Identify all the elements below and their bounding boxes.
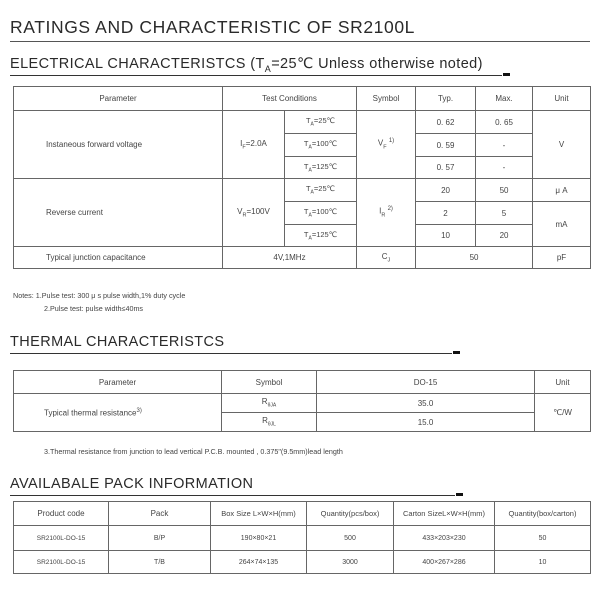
temp-tail: =125℃	[311, 229, 338, 239]
vf-temp-125	[285, 157, 357, 179]
ir-condition	[223, 179, 285, 247]
thermal-header-unit: Unit	[535, 371, 591, 394]
vf-typ-100: 0. 59	[416, 134, 476, 157]
ir-parameter: Reverse current	[14, 179, 223, 247]
temp-sub: A	[308, 144, 312, 151]
ir-temp-125	[285, 225, 357, 247]
table-row	[14, 247, 591, 269]
thermal-header-symbol: Symbol	[222, 371, 317, 394]
ir-symbol	[357, 179, 416, 247]
vf-max-125: -	[476, 157, 533, 179]
pack-header-qty: Quantity(pcs/box)	[307, 502, 394, 526]
thermal-unit: ℃/W	[535, 394, 591, 432]
temp-tail: =25℃	[313, 184, 336, 194]
cj-value: 50	[416, 247, 533, 269]
thermal-header-row	[14, 371, 591, 394]
thermal-note: 3.Thermal resistance from junction to lead vertical P.C.B. mounted , 0.375"(9.5mm)lead length	[44, 447, 343, 456]
temp-sub: A	[310, 121, 314, 128]
header-test-conditions: Test Conditions	[223, 87, 357, 111]
pack-heading-underline	[10, 495, 455, 496]
pack-carton-size: 433×203×230	[394, 526, 495, 551]
rjl-text: R	[262, 416, 268, 426]
ir-max-100: 5	[476, 202, 533, 225]
temp-text: T	[303, 139, 309, 149]
pack-qty-carton: 10	[495, 551, 591, 574]
ir-max-125: 20	[476, 225, 533, 247]
pack-code: SR2100L-DO-15	[14, 526, 109, 551]
thermal-header-parameter: Parameter	[14, 371, 222, 394]
temp-text: T	[305, 184, 311, 194]
ir-symbol-text: I	[379, 207, 382, 217]
table-row	[14, 179, 591, 202]
temp-sub: A	[308, 212, 312, 219]
electrical-heading-tail: =25℃ Unless otherwise noted)	[271, 56, 483, 72]
vf-cond-tail: =2.0A	[245, 138, 267, 148]
title-divider	[10, 41, 590, 42]
temp-tail: =125℃	[311, 161, 338, 171]
table-row	[14, 551, 591, 574]
vf-symbol-sub: F	[383, 144, 387, 151]
cj-symbol-sub: J	[387, 257, 391, 264]
vf-condition	[223, 111, 285, 179]
temp-text: T	[303, 207, 309, 217]
ir-typ-25: 20	[416, 179, 476, 202]
vf-max-100: -	[476, 134, 533, 157]
ir-temp-100	[285, 202, 357, 225]
cj-unit: pF	[533, 247, 591, 269]
temp-tail: =100℃	[311, 207, 338, 217]
ir-symbol-sub: R	[381, 212, 386, 219]
note-1: Notes: 1.Pulse test: 300 μ s pulse width,1% duty cycle	[13, 291, 186, 300]
thermal-heading: THERMAL CHARACTERISTCS	[10, 334, 225, 350]
rjl-sub: θJL	[267, 421, 276, 428]
pack-qty: 500	[307, 526, 394, 551]
pack-box-size: 264×74×135	[211, 551, 307, 574]
header-symbol: Symbol	[357, 87, 416, 111]
header-max: Max.	[476, 87, 533, 111]
cj-symbol	[357, 247, 416, 269]
pack-type: B/P	[109, 526, 211, 551]
thermal-parameter	[14, 394, 222, 432]
temp-sub: A	[310, 189, 314, 196]
electrical-heading	[10, 56, 483, 74]
thermal-table	[13, 370, 591, 432]
header-typ: Typ.	[416, 87, 476, 111]
vf-typ-25: 0. 62	[416, 111, 476, 134]
ir-typ-125: 10	[416, 225, 476, 247]
pack-heading-mark	[456, 493, 463, 496]
pack-header-code: Product code	[14, 502, 109, 526]
pack-carton-size: 400×267×286	[394, 551, 495, 574]
temp-text: T	[303, 161, 309, 171]
thermal-value-ja: 35.0	[317, 394, 535, 413]
thermal-header-package: DO-15	[317, 371, 535, 394]
thermal-value-jl: 15.0	[317, 413, 535, 432]
vf-unit: V	[533, 111, 591, 179]
electrical-heading-text: ELECTRICAL CHARACTERISTCS (T	[10, 56, 265, 72]
ir-cond-tail: =100V	[246, 206, 270, 216]
ir-temp-25	[285, 179, 357, 202]
temp-text: T	[305, 116, 311, 126]
header-unit: Unit	[533, 87, 591, 111]
ir-note-ref: 2)	[387, 206, 393, 213]
pack-heading: AVAILABALE PACK INFORMATION	[10, 476, 254, 492]
rja-sub: θJA	[267, 402, 277, 409]
ir-typ-100: 2	[416, 202, 476, 225]
pack-header-box: Box Size L×W×H(mm)	[211, 502, 307, 526]
vf-max-25: 0. 65	[476, 111, 533, 134]
vf-typ-125: 0. 57	[416, 157, 476, 179]
pack-header-carton: Carton SizeL×W×H(mm)	[394, 502, 495, 526]
ir-max-25: 50	[476, 179, 533, 202]
pack-header-row	[14, 502, 591, 526]
temp-tail: =100℃	[311, 139, 338, 149]
cj-parameter: Typical junction capacitance	[14, 247, 223, 269]
temp-sub: A	[308, 167, 312, 174]
thermal-heading-mark	[453, 351, 460, 354]
note-2: 2.Pulse test: pulse width≤40ms	[44, 304, 144, 313]
vf-temp-100	[285, 134, 357, 157]
pack-qty: 3000	[307, 551, 394, 574]
temp-sub: A	[308, 235, 312, 242]
vf-symbol-text: V	[377, 139, 384, 149]
temp-text: T	[303, 229, 309, 239]
vf-cond-sub: F	[242, 144, 246, 151]
vf-note-ref: 1)	[388, 138, 395, 145]
electrical-heading-mark	[503, 73, 510, 76]
vf-temp-25	[285, 111, 357, 134]
page-title: RATINGS AND CHARACTERISTIC OF SR2100L	[10, 17, 416, 37]
thermal-symbol-jl	[222, 413, 317, 432]
ir-unit-ma: mA	[533, 202, 591, 247]
rja-text: R	[261, 397, 268, 407]
electrical-header-row	[14, 87, 591, 111]
cj-symbol-text: C	[381, 251, 388, 261]
vf-cond-text: I	[240, 138, 243, 148]
pack-table	[13, 501, 591, 574]
thermal-symbol-ja	[222, 394, 317, 413]
header-parameter: Parameter	[14, 87, 223, 111]
cj-condition: 4V,1MHz	[223, 247, 357, 269]
pack-qty-carton: 50	[495, 526, 591, 551]
table-row	[14, 111, 591, 134]
pack-type: T/B	[109, 551, 211, 574]
temp-tail: =25℃	[313, 116, 336, 126]
table-row	[14, 526, 591, 551]
electrical-heading-sub: A	[264, 63, 272, 74]
thermal-heading-underline	[10, 353, 452, 354]
ir-cond-text: V	[237, 206, 243, 216]
electrical-heading-underline	[10, 75, 502, 76]
thermal-param-text: Typical thermal resistance	[44, 408, 137, 418]
vf-symbol	[357, 111, 416, 179]
pack-header-qty-carton: Quantity(box/carton)	[495, 502, 591, 526]
table-row	[14, 394, 591, 413]
pack-header-pack: Pack	[109, 502, 211, 526]
electrical-table	[13, 86, 591, 269]
pack-code: SR2100L-DO-15	[14, 551, 109, 574]
ir-cond-sub: R	[242, 212, 247, 219]
pack-box-size: 190×80×21	[211, 526, 307, 551]
ir-unit-ua: μ A	[533, 179, 591, 202]
thermal-note-ref: 3)	[136, 407, 142, 414]
vf-parameter: Instaneous forward voltage	[14, 111, 223, 179]
